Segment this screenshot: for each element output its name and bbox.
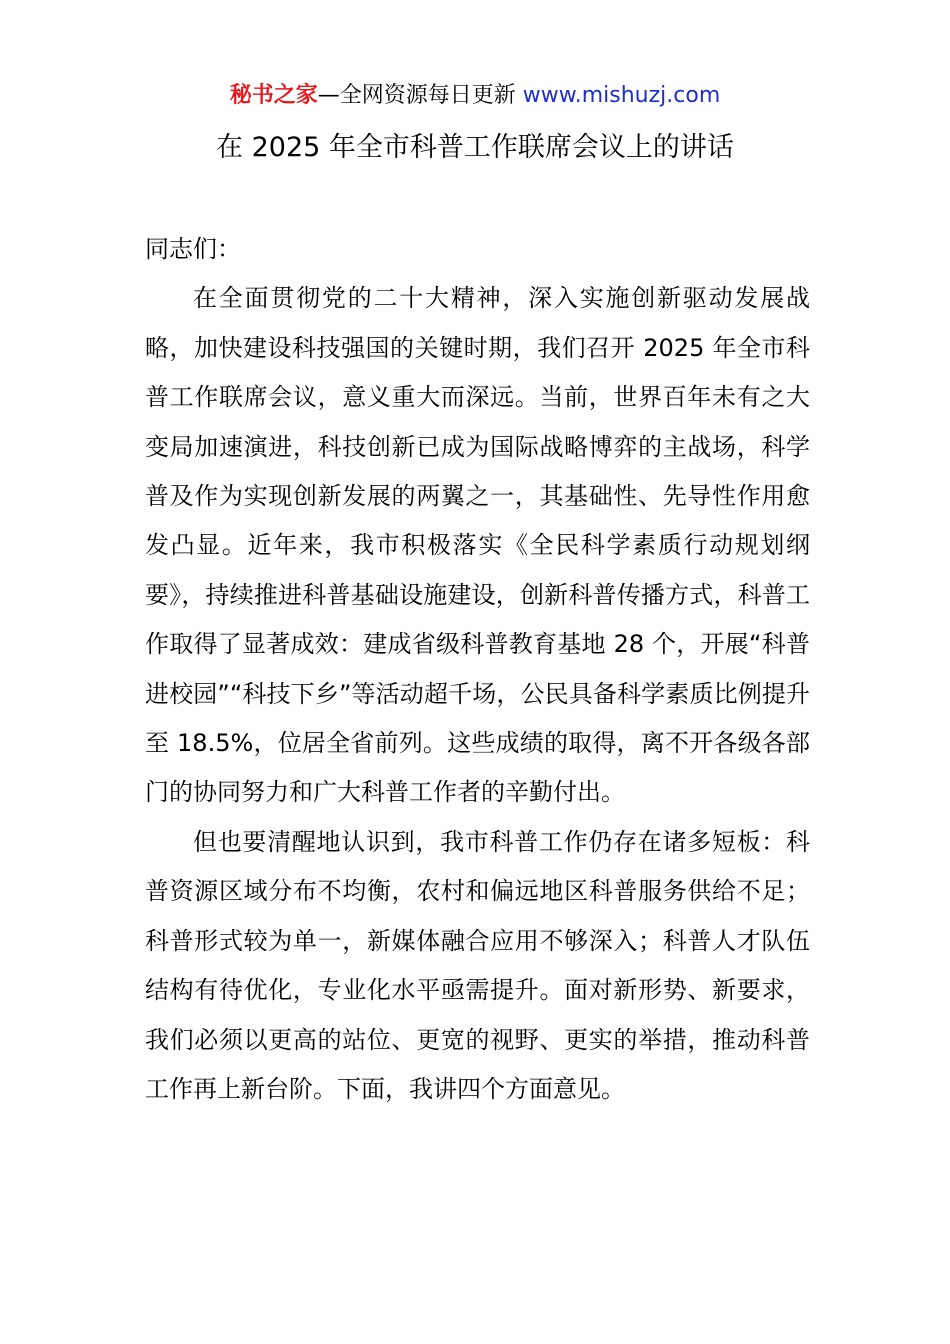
site-header: [0, 80, 950, 112]
site-url-link[interactable]: www.mishuzj.com: [522, 83, 721, 108]
brand-name: 秘书之家: [229, 83, 318, 108]
header-tagline: —全网资源每日更新: [317, 83, 516, 108]
document-title: 在 2025 年全市科普工作联席会议上的讲话: [216, 132, 734, 163]
paragraph: 在全面贯彻党的二十大精神，深入实施创新驱动发展战略，加快建设科技强国的关键时期，我们召开 2025 年全市科普工作联席会议，意义重大而深远。当前，世界百年未有之大变局加速演进，科技创新已成为国际战略博弈的主战场，科学普及作为实现创新发展的两翼之一，其基础性、先导性作用愈发凸显。近年来，我市积极落实《全民科学素质行动规划纲要》，持续推进科普基础设施建设，创新科普传播方式，科普工作取得了显著成效：建成省级科普教育基地 28 个，开展“科普进校园”“科技下乡”等活动超千场，公民具备科学素质比例提升至 18.5%，位居全省前列。这些成绩的取得，离不开各级各部门的协同努力和广大科普工作者的辛勤付出。: [145, 284, 810, 807]
document-body: [145, 225, 810, 1114]
paragraph: 但也要清醒地认识到，我市科普工作仍存在诸多短板：科普资源区域分布不均衡，农村和偏远地区科普服务供给不足；科普形式较为单一，新媒体融合应用不够深入；科普人才队伍结构有待优化，专业化水平亟需提升。面对新形势、新要求，我们必须以更高的站位、更宽的视野、更实的举措，推动科普工作再上新台阶。下面，我讲四个方面意见。: [145, 827, 810, 1103]
greeting: 同志们：: [145, 235, 241, 263]
